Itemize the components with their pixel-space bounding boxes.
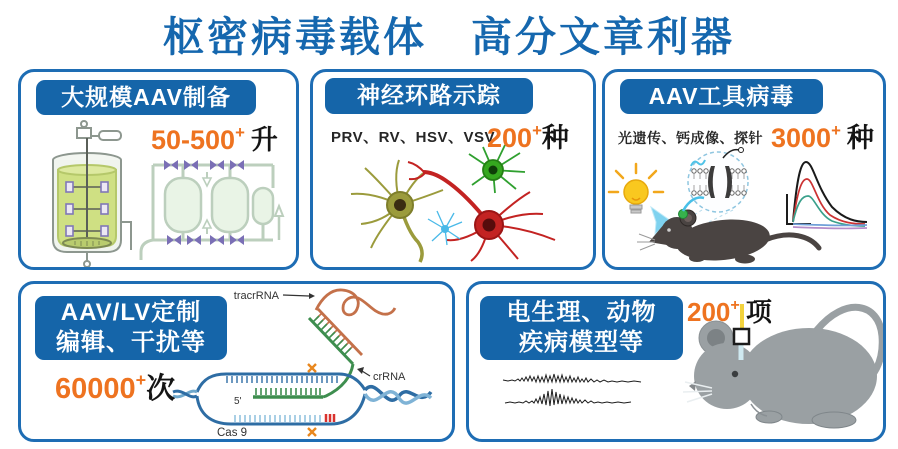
five-prime-label: 5' [234,396,242,407]
panel-aav-tools [602,69,886,270]
tracr-rna-loop [316,290,395,355]
panel-header-line1: 电生理、动物 [506,299,657,326]
response-traces [787,162,867,228]
cr-rna-label: crRNA [373,371,406,383]
panel-header-line2: 疾病模型等 [519,329,644,356]
stat-projects: 200+ 项 [687,296,772,327]
page-title: 枢密病毒载体 高分文章利器 [163,14,735,60]
panel-header [620,79,823,114]
stat-times: 60000+次 [55,370,176,405]
red-neuron [408,162,555,261]
stat-types: 3000+ 种 [771,121,874,153]
application-list: 光遗传、钙成像、探针 [618,130,763,146]
stat-liters: 50-500+ 升 [151,123,278,155]
tracr-rna-label: tracrRNA [233,290,279,302]
channel-protein-inset [688,148,748,223]
virus-list: PRV、RV、HSV、VSV [331,129,495,146]
panel-header [480,296,683,360]
panel-header-line1: AAV/LV定制 [60,299,202,326]
panel-aav-production [18,69,299,270]
lightbulb-icon [609,164,663,213]
panel-neural-tracing [310,69,596,270]
panel-custom-editing [18,281,455,442]
panel-header-line2: 编辑、干扰等 [56,329,206,356]
panel-header-label: AAV工具病毒 [648,83,795,109]
panel-header [36,80,256,115]
bioreactor-tank [53,121,131,267]
panel-header [35,296,227,360]
olive-neuron [351,160,443,262]
panel-header-label: 神经环路示踪 [357,82,501,108]
purification-columns [141,165,283,260]
stat-types: 200+种 [487,121,569,153]
panel-header [325,78,533,114]
panel-header-label: 大规模AAV制备 [61,84,231,110]
cas9-label: Cas 9 [217,427,248,439]
panel-disease-models [466,281,886,442]
eeg-traces [503,374,641,406]
